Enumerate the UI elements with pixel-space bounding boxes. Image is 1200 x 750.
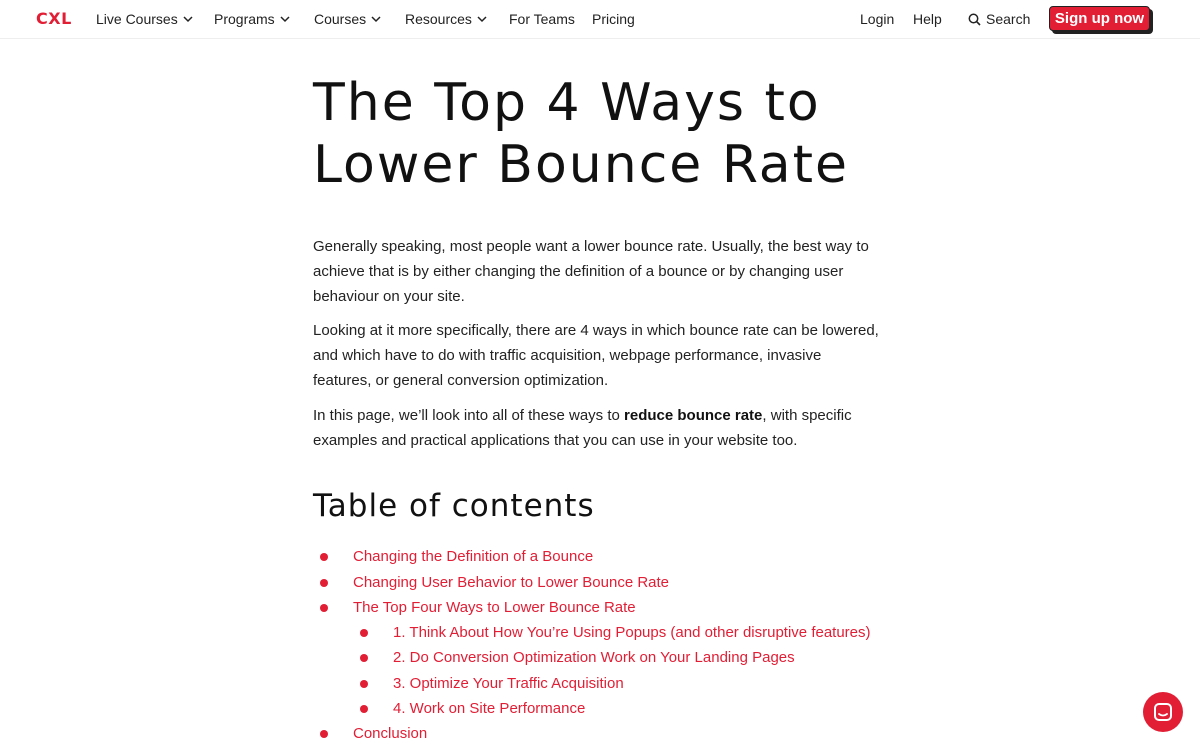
toc-title: Table of contents bbox=[313, 488, 595, 524]
chat-launcher-button[interactable] bbox=[1143, 692, 1183, 732]
nav-for-teams-label: For Teams bbox=[509, 11, 575, 27]
p3-text-after: , with specific examples and practical applications that you can use in your website too. bbox=[313, 407, 852, 449]
top-nav bbox=[0, 0, 1200, 39]
toc-link[interactable]: 3. Optimize Your Traffic Acquisition bbox=[393, 675, 624, 692]
nav-live-courses-label: Live Courses bbox=[96, 11, 178, 27]
help-link[interactable] bbox=[913, 11, 942, 27]
help-label: Help bbox=[913, 11, 942, 27]
toc-link[interactable]: Changing the Definition of a Bounce bbox=[353, 548, 594, 565]
toc-link[interactable]: Conclusion bbox=[353, 725, 428, 742]
signup-button[interactable]: Sign up now bbox=[1049, 6, 1150, 31]
title-line-1: The Top 4 Ways to bbox=[313, 73, 821, 133]
nav-for-teams[interactable] bbox=[509, 11, 575, 27]
chevron-down-icon bbox=[183, 14, 193, 24]
bullet-icon bbox=[360, 629, 368, 637]
nav-live-courses[interactable] bbox=[96, 11, 193, 27]
toc-link[interactable]: The Top Four Ways to Lower Bounce Rate bbox=[353, 599, 636, 616]
chevron-down-icon bbox=[371, 14, 381, 24]
search-button[interactable] bbox=[968, 11, 1030, 27]
title-line-2: Lower Bounce Rate bbox=[313, 135, 850, 195]
nav-pricing-label: Pricing bbox=[592, 11, 635, 27]
bullet-icon bbox=[360, 680, 368, 688]
toc-link[interactable]: 1. Think About How You’re Using Popups (and other disruptive features) bbox=[393, 624, 871, 641]
bullet-icon bbox=[320, 730, 328, 738]
bullet-icon bbox=[320, 579, 328, 587]
bullet-icon bbox=[360, 654, 368, 662]
chevron-down-icon bbox=[477, 14, 487, 24]
search-label: Search bbox=[986, 11, 1031, 27]
search-icon bbox=[968, 13, 981, 26]
p3-text-before: In this page, we’ll look into all of these ways to bbox=[313, 407, 625, 424]
reduce-bounce-rate-link[interactable]: reduce bounce rate bbox=[624, 407, 763, 424]
intro-paragraph-1: Generally speaking, most people want a lower bounce rate. Usually, the best way to achieve that is by either changing the definition of a bounce or by changing user behaviour on your site. bbox=[313, 238, 869, 305]
nav-programs[interactable] bbox=[214, 11, 290, 27]
nav-pricing[interactable] bbox=[592, 11, 635, 27]
bullet-icon bbox=[320, 604, 328, 612]
page-title bbox=[313, 72, 913, 196]
intro-paragraph-2: Looking at it more specifically, there are 4 ways in which bounce rate can be lowered, and which have to do with traffic acquisition, webpage performance, invasive features, or general conversion optimization. bbox=[313, 322, 879, 389]
toc-link[interactable]: 2. Do Conversion Optimization Work on Your Landing Pages bbox=[393, 649, 795, 666]
nav-resources[interactable] bbox=[405, 11, 487, 27]
nav-resources-label: Resources bbox=[405, 11, 472, 27]
nav-courses-label: Courses bbox=[314, 11, 367, 27]
login-link[interactable] bbox=[860, 11, 894, 27]
bullet-icon bbox=[360, 705, 368, 713]
chat-icon bbox=[1153, 702, 1173, 722]
login-label: Login bbox=[860, 11, 895, 27]
bullet-icon bbox=[320, 553, 328, 561]
nav-programs-label: Programs bbox=[214, 11, 275, 27]
intro-paragraph-3 bbox=[313, 403, 883, 453]
chevron-down-icon bbox=[280, 14, 290, 24]
nav-courses[interactable] bbox=[314, 11, 381, 27]
toc-link[interactable]: 4. Work on Site Performance bbox=[393, 700, 586, 717]
toc-link[interactable]: Changing User Behavior to Lower Bounce Rate bbox=[353, 574, 670, 591]
cxl-logo[interactable]: CXL bbox=[36, 9, 72, 28]
